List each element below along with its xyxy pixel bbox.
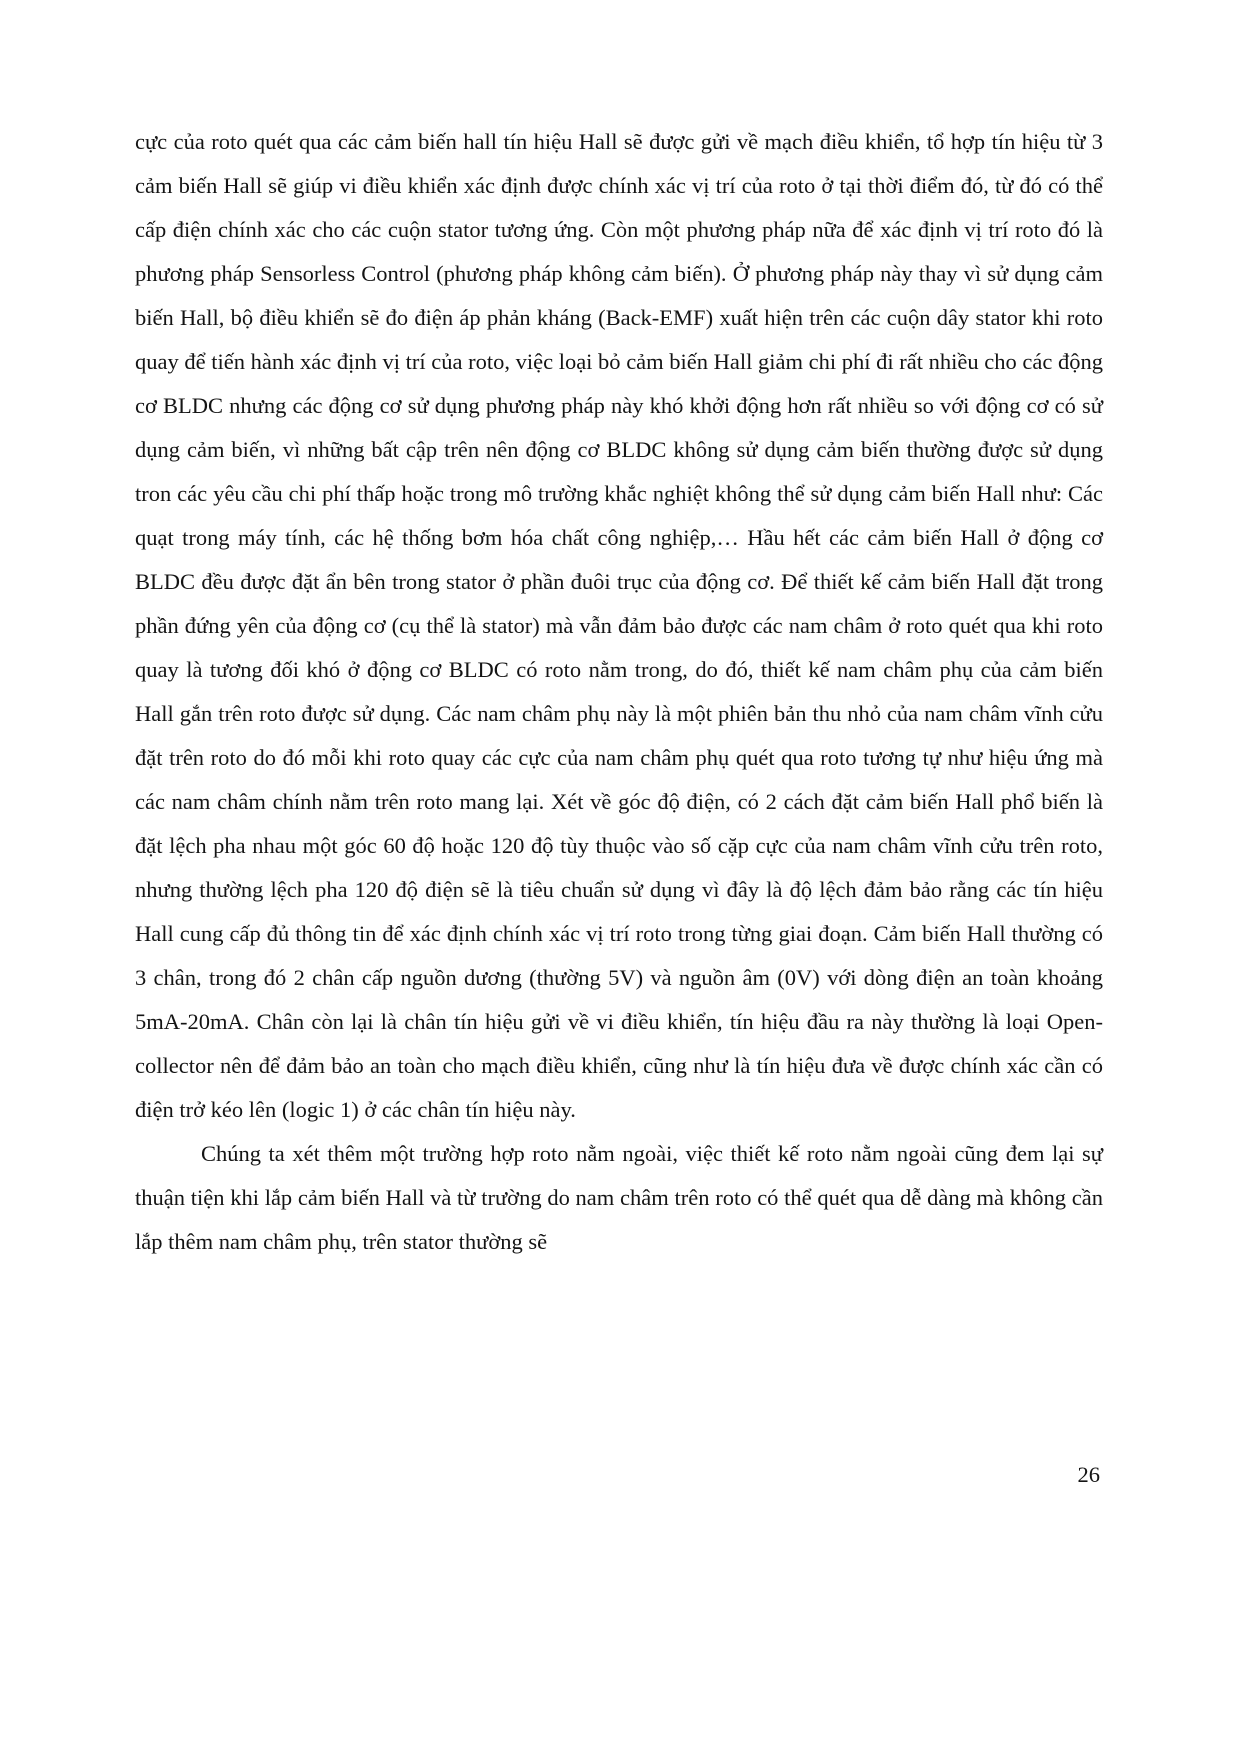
body-paragraph-1: cực của roto quét qua các cảm biến hall tín hiệu Hall sẽ được gửi về mạch điều khiển, tổ hợp tín hiệu từ 3 cảm biến Hall sẽ giúp vi điều khiển xác định được chính xác vị trí của roto ở tại thời điểm đó, từ đó có thể cấp điện chính xác cho các cuộn stator tương ứng. Còn một phương pháp nữa để xác định vị trí roto đó là phương pháp Sensorless Control (phương pháp không cảm biến). Ở phương pháp này thay vì sử dụng cảm biến Hall, bộ điều khiển sẽ đo điện áp phản kháng (Back-EMF) xuất hiện trên các cuộn dây stator khi roto quay để tiến hành xác định vị trí của roto, việc loại bỏ cảm biến Hall giảm chi phí đi rất nhiều cho các động cơ BLDC nhưng các động cơ sử dụng phương pháp này khó khởi động hơn rất nhiều so với động cơ có sử dụng cảm biến, vì những bất cập trên nên động cơ BLDC không sử dụng cảm biến thường được sử dụng tron các yêu cầu chi phí thấp hoặc trong mô trường khắc nghiệt không thể sử dụng cảm biến Hall như: Các quạt trong máy tính, các hệ thống bơm hóa chất công nghiệp,… Hầu hết các cảm biến Hall ở động cơ BLDC đều được đặt ẩn bên trong stator ở phần đuôi trục của động cơ. Để thiết kế cảm biến Hall đặt trong phần đứng yên của động cơ (cụ thể là stator) mà vẫn đảm bảo được các nam châm ở roto quét qua khi roto quay là tương đối khó ở động cơ BLDC có roto nằm trong, do đó, thiết kế nam châm phụ của cảm biến Hall gắn trên roto được sử dụng. Các nam châm phụ này là một phiên bản thu nhỏ của nam châm vĩnh cửu đặt trên roto do đó mỗi khi roto quay các cực của nam châm phụ quét qua roto tương tự như hiệu ứng mà các nam châm chính nằm trên roto mang lại. Xét về góc độ điện, có 2 cách đặt cảm biến Hall phổ biến là đặt lệch pha nhau một góc 60 độ hoặc 120 độ tùy thuộc vào số cặp cực của nam châm vĩnh cửu trên roto, nhưng thường lệch pha 120 độ điện sẽ là tiêu chuẩn sử dụng vì đây là độ lệch đảm bảo rằng các tín hiệu Hall cung cấp đủ thông tin để xác định chính xác vị trí roto trong từng giai đoạn. Cảm biến Hall thường có 3 chân, trong đó 2 chân cấp nguồn dương (thường 5V) và nguồn âm (0V) với dòng điện an toàn khoảng 5mA-20mA. Chân còn lại là chân tín hiệu gửi về vi điều khiển, tín hiệu đầu ra này thường là loại Open-collector nên để đảm bảo an toàn cho mạch điều khiển, cũng như là tín hiệu đưa về được chính xác cần có điện trở kéo lên (logic 1) ở các chân tín hiệu này.	[135, 129, 1103, 1122]
body-paragraph-2: Chúng ta xét thêm một trường hợp roto nằm ngoài, việc thiết kế roto nằm ngoài cũng đem lại sự thuận tiện khi lắp cảm biến Hall và từ trường do nam châm trên roto có thể quét qua dễ dàng mà không cần lắp thêm nam châm phụ, trên stator thường sẽ	[135, 1141, 1103, 1254]
page-number: 26	[1077, 1462, 1100, 1487]
page-body-text	[135, 120, 1103, 1264]
